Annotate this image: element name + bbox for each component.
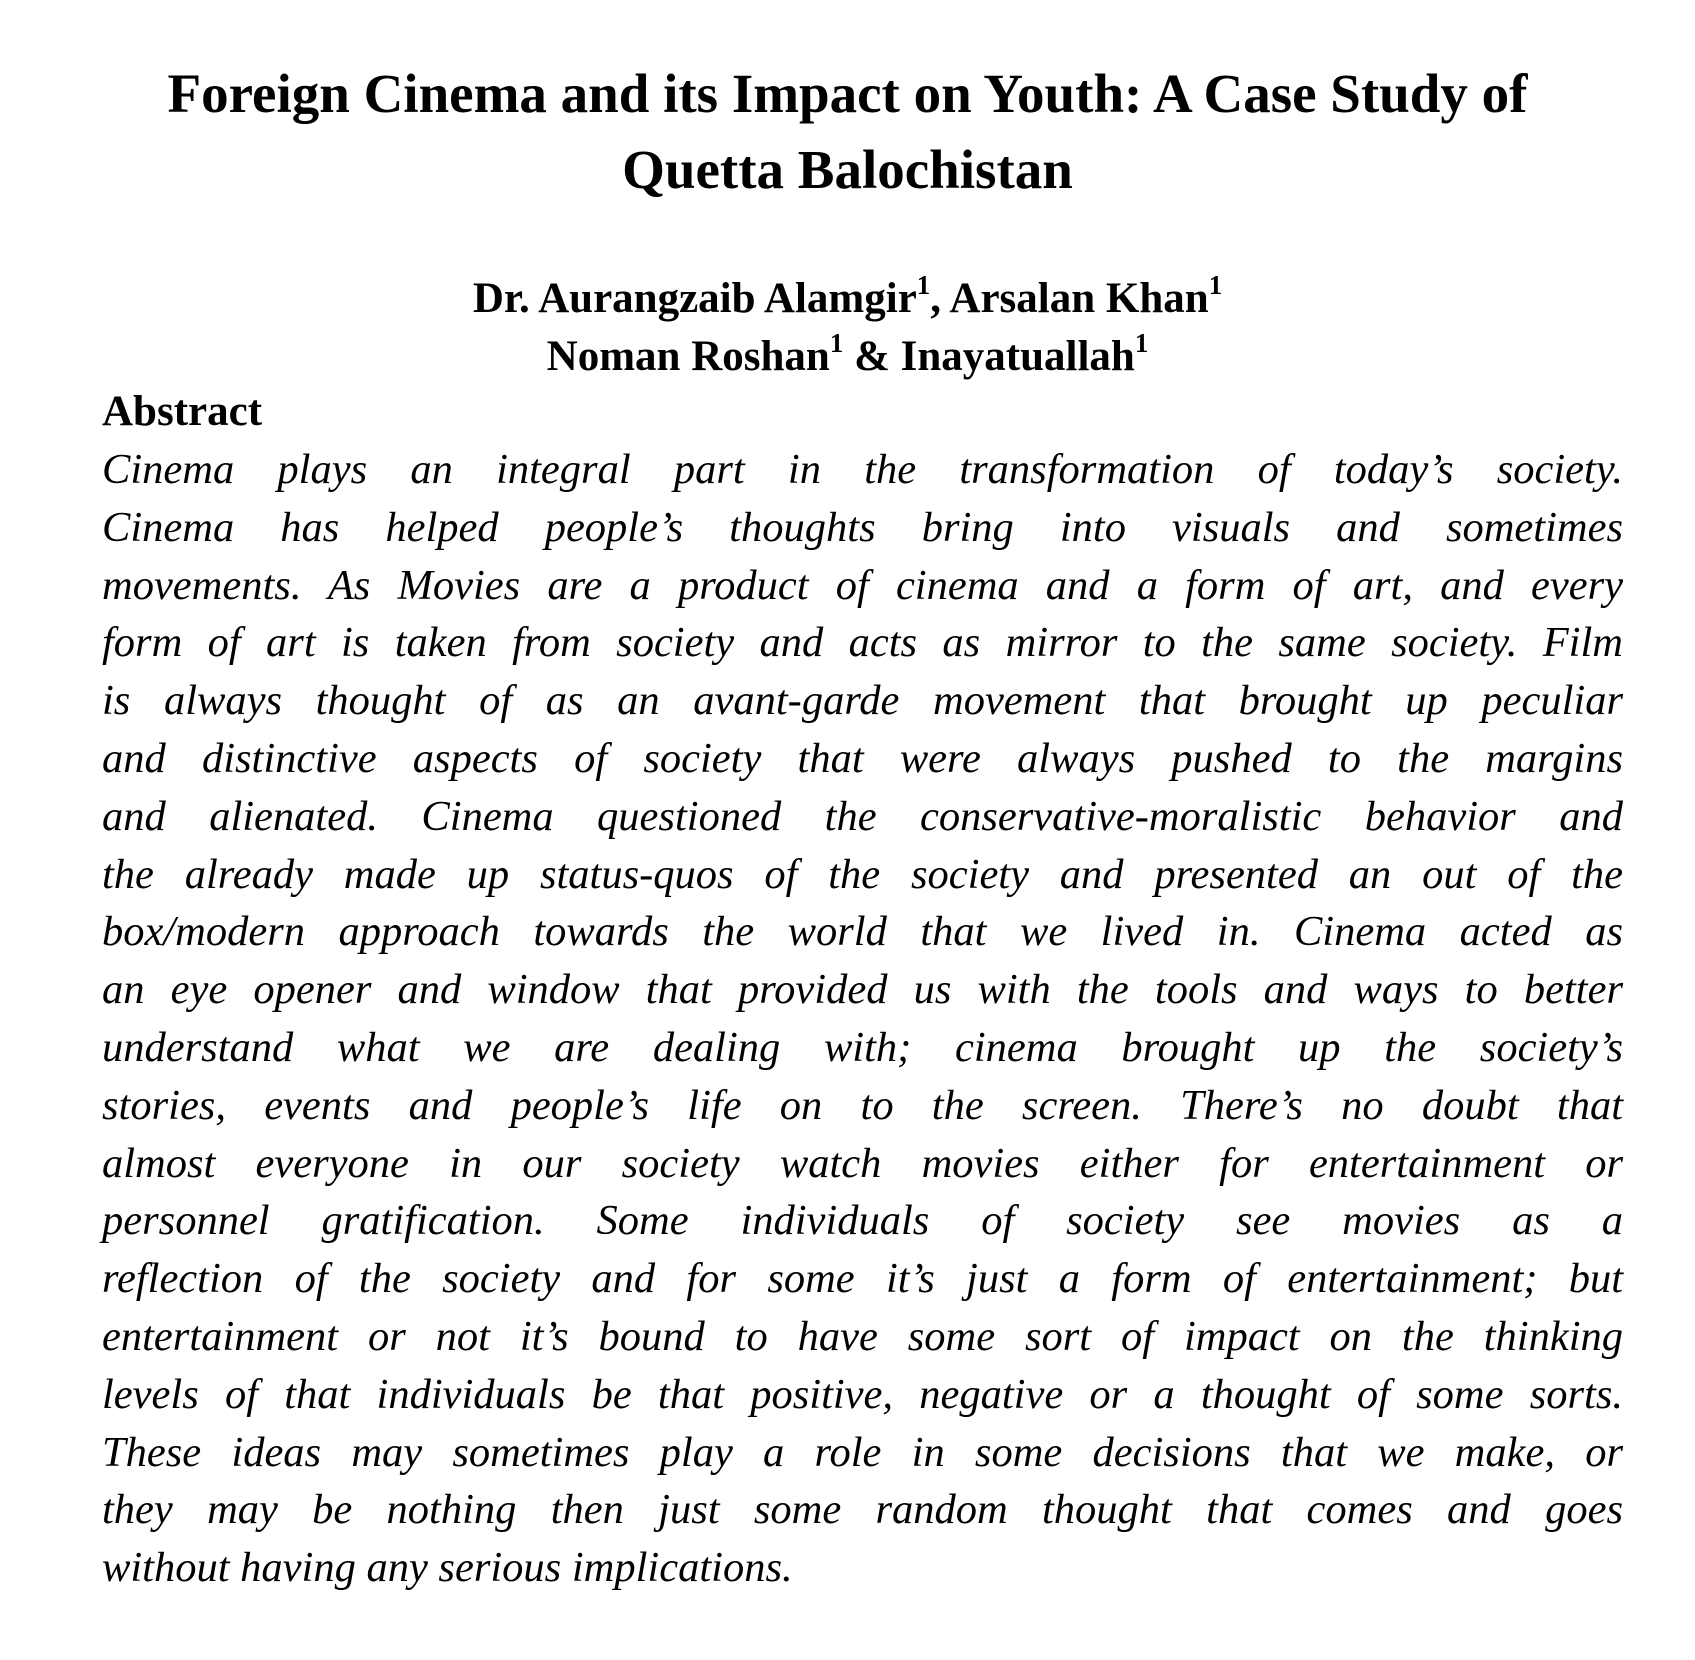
paper-title-line-2: Quetta Balochistan	[622, 139, 1073, 200]
abstract-line: Cinema has helped people’s thoughts bring into visuals and sometimes	[102, 503, 1623, 551]
abstract-line: without having any serious implications.	[102, 1544, 793, 1592]
author-affiliation-marker: 1	[1208, 270, 1223, 300]
author-name: Arsalan Khan	[949, 275, 1209, 322]
author-affiliation-marker: 1	[829, 328, 844, 358]
abstract-line: levels of that individuals be that positive, negative or a thought of some sorts.	[102, 1370, 1623, 1418]
abstract-line: Cinema plays an integral part in the transformation of today’s society.	[102, 446, 1623, 493]
author-affiliation-marker: 1	[1134, 328, 1149, 358]
author-affiliation-marker: 1	[916, 270, 931, 300]
abstract-line: personnel gratification. Some individuals of society see movies as a	[102, 1197, 1623, 1245]
abstract-body	[102, 441, 1623, 1597]
author-line-1	[100, 270, 1595, 328]
abstract-line: entertainment or not it’s bound to have some sort of impact on the thinking	[102, 1312, 1623, 1360]
abstract-line: movements. As Movies are a product of cinema and a form of art, and every	[102, 561, 1623, 609]
abstract-line: reflection of the society and for some it’s just a form of entertainment; but	[102, 1255, 1623, 1303]
abstract-line: almost everyone in our society watch movies either for entertainment or	[102, 1139, 1623, 1187]
abstract-line: and distinctive aspects of society that were always pushed to the margins	[102, 734, 1623, 782]
abstract-line: stories, events and people’s life on to the screen. There’s no doubt that	[102, 1081, 1623, 1129]
paper-title-line-1: Foreign Cinema and its Impact on Youth: A Case Study of	[167, 63, 1528, 124]
abstract-line: box/modern approach towards the world that we lived in. Cinema acted as	[102, 908, 1623, 956]
abstract-line: These ideas may sometimes play a role in some decisions that we make, or	[102, 1428, 1623, 1476]
author-separator: ,	[930, 275, 950, 322]
author-name: Inayatuallah	[900, 333, 1135, 380]
author-name: Dr. Aurangzaib Alamgir	[472, 275, 917, 322]
abstract-line: understand what we are dealing with; cinema brought up the society’s	[102, 1023, 1623, 1071]
author-name: Noman Roshan	[546, 333, 830, 380]
paper-title	[100, 56, 1595, 208]
abstract-line: they may be nothing then just some random thought that comes and goes	[102, 1486, 1623, 1534]
abstract-line: is always thought of as an avant-garde movement that brought up peculiar	[102, 677, 1623, 725]
abstract-heading: Abstract	[102, 388, 263, 435]
author-list	[100, 270, 1595, 386]
author-line-2	[100, 328, 1595, 386]
abstract-line: form of art is taken from society and acts as mirror to the same society. Film	[102, 619, 1623, 667]
abstract-line: and alienated. Cinema questioned the conservative-moralistic behavior and	[102, 792, 1623, 840]
abstract-line: an eye opener and window that provided us with the tools and ways to better	[102, 966, 1623, 1014]
abstract-line: the already made up status-quos of the society and presented an out of the	[102, 850, 1623, 898]
author-separator: &	[843, 333, 901, 380]
